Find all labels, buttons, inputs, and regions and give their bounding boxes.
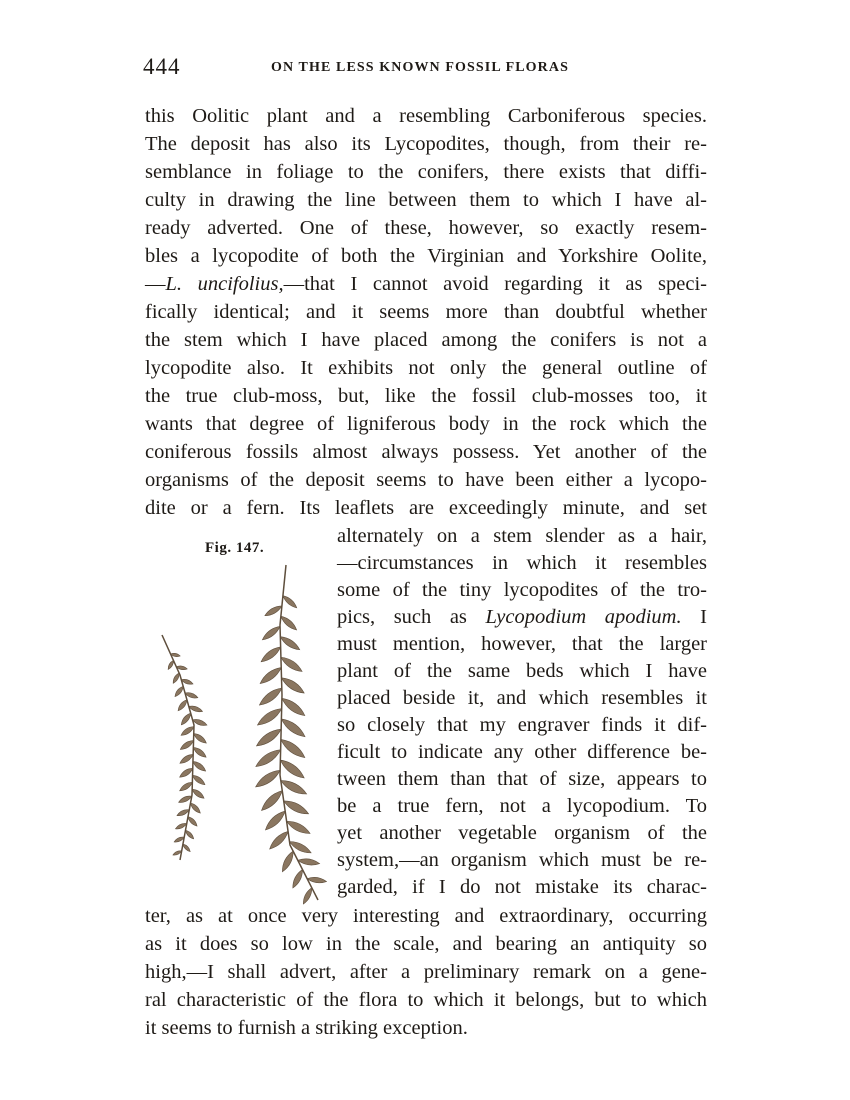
body-line-text: I [700, 606, 707, 628]
frond-leaflet [181, 713, 190, 725]
frond-leaflet [265, 811, 285, 830]
frond-leaflet [284, 801, 309, 814]
body-line: bles a lycopodite of both the Virginian and Yorkshire Oolite, [145, 245, 707, 267]
body-line: fically identical; and it seems more than doubtful whether [145, 301, 707, 323]
frond-leaflet [260, 668, 281, 684]
frond-leaflet [261, 647, 281, 662]
body-line: the true club-moss, but, like the fossil club-mosses too, it [145, 385, 707, 407]
body-line: so closely that my engraver finds it dif- [337, 714, 707, 736]
frond-leaflet [259, 688, 281, 705]
body-line: yet another vegetable organism of the [337, 822, 707, 844]
page-number: 444 [143, 54, 181, 79]
frond-leaflet [180, 741, 193, 750]
page-header [143, 54, 708, 84]
body-line: ficult to indicate any other difference be- [337, 741, 707, 763]
frond-leaflet [180, 782, 193, 791]
frond-leaflet [193, 761, 206, 771]
frond-leaflet [179, 796, 192, 802]
frond-leaflet [180, 768, 193, 777]
frond-leaflet [192, 789, 204, 798]
dash: — [283, 273, 305, 295]
body-line: must mention, however, that the larger [337, 633, 707, 655]
body-line: high,—I shall advert, after a preliminary remark on a gene- [145, 961, 707, 983]
frond-leaflet [282, 851, 293, 872]
frond-leaflet [281, 739, 305, 757]
frond-leaflet [180, 754, 193, 763]
frond-leaflet [280, 760, 304, 778]
species-name: L. uncifolius, [165, 273, 284, 295]
body-line: ter, as at once very interesting and extraordinary, occurring [145, 905, 707, 927]
frond-leaflet [256, 770, 280, 787]
body-line: placed beside it, and which resembles it [337, 687, 707, 709]
fern-figure [150, 555, 330, 905]
frond-leaflet [281, 657, 302, 671]
body-line: coniferous fossils almost always possess. Yet another of the [145, 441, 707, 463]
body-line: semblance in foliage to the conifers, there exists that diffi- [145, 161, 707, 183]
body-line: The deposit has also its Lycopodites, though, from their re- [145, 133, 707, 155]
body-line: some of the tiny lycopodites of the tro- [337, 579, 707, 601]
frond-leaflet [193, 775, 205, 784]
species-name: Lycopodium apodium. [485, 606, 682, 628]
frond-leaflet [298, 859, 320, 865]
figure-caption: Fig. 147. [205, 540, 265, 556]
body-line: plant of the same beds which I have [337, 660, 707, 682]
body-line: alternately on a stem slender as a hair, [337, 525, 707, 547]
frond-leaflet [307, 877, 326, 883]
frond-leaflet [281, 781, 307, 794]
body-line: wants that degree of ligniferous body in the rock which the [145, 413, 707, 435]
body-line: ready adverted. One of these, however, so exactly resem- [145, 217, 707, 239]
body-line: as it does so low in the scale, and bearing an antiquity so [145, 933, 707, 955]
frond-leaflet [175, 823, 186, 828]
body-line-with-species [145, 271, 707, 298]
frond-leaflet [293, 869, 303, 888]
frond-leaflet [262, 791, 283, 811]
frond-leaflet [185, 830, 193, 838]
frond-leaflet [181, 727, 194, 736]
frond-leaflet [189, 706, 203, 712]
body-line: organisms of the deposit seems to have been either a lycopo- [145, 469, 707, 491]
dash: — [145, 273, 166, 295]
body-line: culty in drawing the line between them to which I have al- [145, 189, 707, 211]
frond-leaflet [193, 719, 207, 725]
body-line: the stem which I have placed among the conifers is not a [145, 329, 707, 351]
running-head: ON THE LESS KNOWN FOSSIL FLORAS [271, 60, 569, 75]
frond-leaflet [265, 606, 282, 616]
frond-leaflet [194, 734, 207, 744]
body-line: this Oolitic plant and a resembling Carboniferous species. [145, 105, 707, 127]
frond-leaflet [256, 750, 281, 767]
frond-leaflet [281, 719, 305, 737]
frond-leaflet [262, 626, 280, 639]
frond-leaflet [188, 817, 197, 826]
body-line: lycopodite also. It exhibits not only the general outline of [145, 357, 707, 379]
body-line-text: pics, such as [337, 606, 486, 628]
large-frond [256, 565, 327, 904]
frond-leaflet [280, 637, 299, 650]
frond-leaflet [173, 673, 179, 683]
frond-leaflet [175, 686, 183, 696]
frond-leaflet [193, 747, 206, 757]
frond-leaflet [282, 678, 305, 693]
body-line: ral characteristic of the flora to which it belongs, but to which [145, 989, 707, 1011]
frond-leaflet [168, 660, 173, 669]
body-line-text: that I cannot avoid regarding it as speci- [304, 273, 707, 295]
frond-leaflet [256, 729, 281, 746]
body-line: be a true fern, not a lycopodium. To [337, 795, 707, 817]
frond-leaflet [257, 709, 281, 725]
body-line: garded, if I do not mistake its charac- [337, 876, 707, 898]
frond-leaflet [287, 821, 310, 833]
body-line: tween them than that of size, appears to [337, 768, 707, 790]
frond-leaflet [191, 803, 201, 813]
frond-leaflet [270, 831, 288, 849]
frond-leaflet [177, 810, 189, 816]
frond-leaflet [303, 888, 311, 904]
body-line: system,—an organism which must be re- [337, 849, 707, 871]
frond-leaflet [183, 844, 190, 852]
fossil-frond-illustration [150, 555, 330, 905]
body-line-with-species [337, 604, 707, 631]
body-line-last: it seems to furnish a striking exception. [145, 1017, 468, 1039]
frond-leaflet [178, 700, 187, 711]
small-frond [162, 635, 207, 860]
frond-leaflet [283, 596, 297, 608]
body-line: —circumstances in which it resembles [337, 552, 707, 574]
frond-leaflet [281, 616, 297, 630]
body-line: dite or a fern. Its leaflets are exceedingly minute, and set [145, 497, 707, 519]
frond-leaflet [282, 698, 305, 715]
